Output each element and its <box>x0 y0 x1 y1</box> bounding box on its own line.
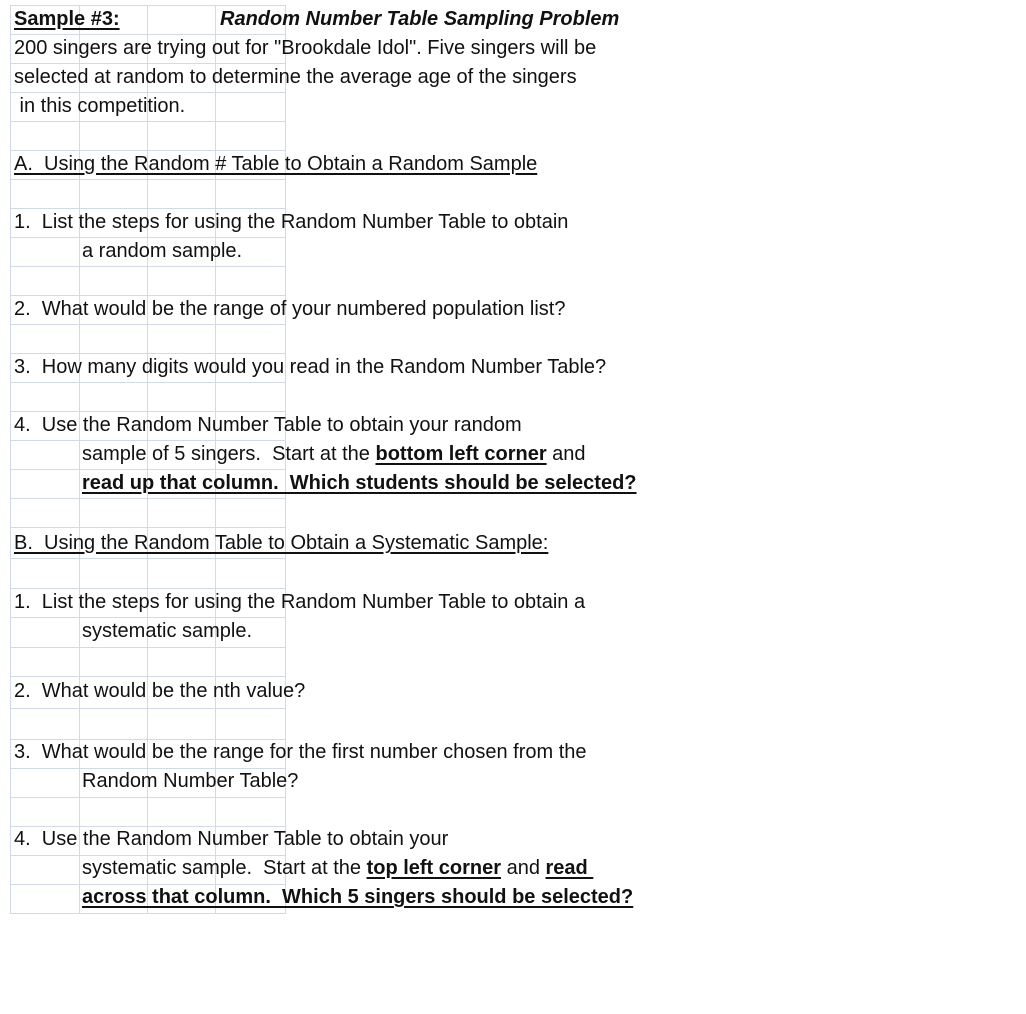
b-q2: 2. What would be the nth value? <box>14 680 306 702</box>
sample-label: Sample #3: <box>14 8 120 30</box>
intro-line-3: in this competition. <box>14 95 186 117</box>
b-q4-emphasis-1: top left corner <box>366 857 502 879</box>
b-q4-line-3: across that column. Which 5 singers should be selected? <box>82 886 634 908</box>
intro-line-1: 200 singers are trying out for "Brookdale Idol". Five singers will be <box>14 37 597 59</box>
intro-line-2: selected at random to determine the average age of the singers <box>14 66 577 88</box>
a-q4-line-2-post: and <box>546 443 586 465</box>
b-q4-line-2-mid: and <box>501 857 546 879</box>
b-q1-line-1: 1. List the steps for using the Random Number Table to obtain a <box>14 591 586 613</box>
a-q1-line-1: 1. List the steps for using the Random Number Table to obtain <box>14 211 569 233</box>
a-q3: 3. How many digits would you read in the Random Number Table? <box>14 356 607 378</box>
a-q2: 2. What would be the range of your numbered population list? <box>14 298 566 320</box>
b-q3-line-2: Random Number Table? <box>82 770 299 792</box>
a-q4-line-2-pre: sample of 5 singers. Start at the <box>82 443 376 465</box>
b-q3-line-1: 3. What would be the range for the first number chosen from the <box>14 741 587 763</box>
a-q4-line-2 <box>82 440 586 469</box>
page-title: Random Number Table Sampling Problem <box>220 8 620 30</box>
section-a-heading: A. Using the Random # Table to Obtain a Random Sample <box>14 153 538 175</box>
a-q4-line-1: 4. Use the Random Number Table to obtain your random <box>14 414 522 436</box>
a-q4-emphasis: bottom left corner <box>375 443 547 465</box>
b-q4-line-2 <box>82 854 593 883</box>
b-q4-line-2-pre: systematic sample. Start at the <box>82 857 367 879</box>
section-b-heading: B. Using the Random Table to Obtain a Systematic Sample: <box>14 532 549 554</box>
b-q4-emphasis-2: read <box>545 857 594 879</box>
a-q1-line-2: a random sample. <box>82 240 243 262</box>
a-q4-line-3: read up that column. Which students should be selected? <box>82 472 637 494</box>
b-q1-line-2: systematic sample. <box>82 620 253 642</box>
b-q4-line-1: 4. Use the Random Number Table to obtain your <box>14 828 449 850</box>
